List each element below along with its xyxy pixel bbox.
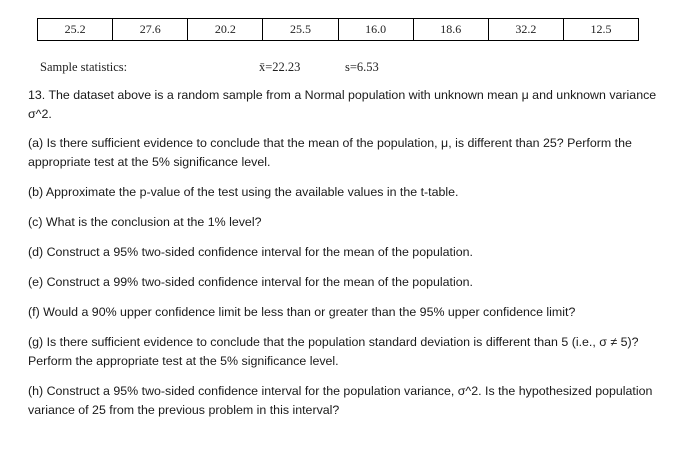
question-e: (e) Construct a 99% two-sided confidence interval for the mean of the population. xyxy=(28,275,473,289)
question-a: (a) Is there sufficient evidence to conclude that the mean of the population, μ, is different than 25? Perform the appropriate test at the 5% significance level. xyxy=(28,136,632,169)
sample-mean-value: x̄=22.23 xyxy=(259,60,301,74)
table-cell: 18.6 xyxy=(413,19,488,41)
table-cell: 12.5 xyxy=(563,19,638,41)
sample-sd-value: s=6.53 xyxy=(345,60,379,74)
sample-data-table xyxy=(37,18,639,41)
table-cell: 25.2 xyxy=(38,19,113,41)
problem-intro: 13. The dataset above is a random sample from a Normal population with unknown mean μ and unknown variance σ^2. xyxy=(28,88,657,121)
table-cell: 32.2 xyxy=(488,19,563,41)
question-h: (h) Construct a 95% two-sided confidence interval for the population variance, σ^2. Is the hypothesized population variance of 25 from the previous problem in this interval? xyxy=(28,384,653,417)
question-b: (b) Approximate the p-value of the test using the available values in the t-table. xyxy=(28,185,459,199)
table-cell: 20.2 xyxy=(188,19,263,41)
table-row xyxy=(38,19,639,41)
question-f: (f) Would a 90% upper confidence limit be less than or greater than the 95% upper confidence limit? xyxy=(28,305,576,319)
table-cell: 25.5 xyxy=(263,19,338,41)
problem-text xyxy=(28,86,668,431)
question-d: (d) Construct a 95% two-sided confidence interval for the mean of the population. xyxy=(28,245,473,259)
table-cell: 16.0 xyxy=(338,19,413,41)
question-c: (c) What is the conclusion at the 1% level? xyxy=(28,215,262,229)
sample-statistics-label: Sample statistics: xyxy=(40,60,128,74)
table-cell: 27.6 xyxy=(113,19,188,41)
sample-statistics xyxy=(0,60,683,76)
question-g: (g) Is there sufficient evidence to conclude that the population standard deviation is different than 5 (i.e., σ ≠ 5)? Perform the appropriate test at the 5% significance level. xyxy=(28,335,639,368)
